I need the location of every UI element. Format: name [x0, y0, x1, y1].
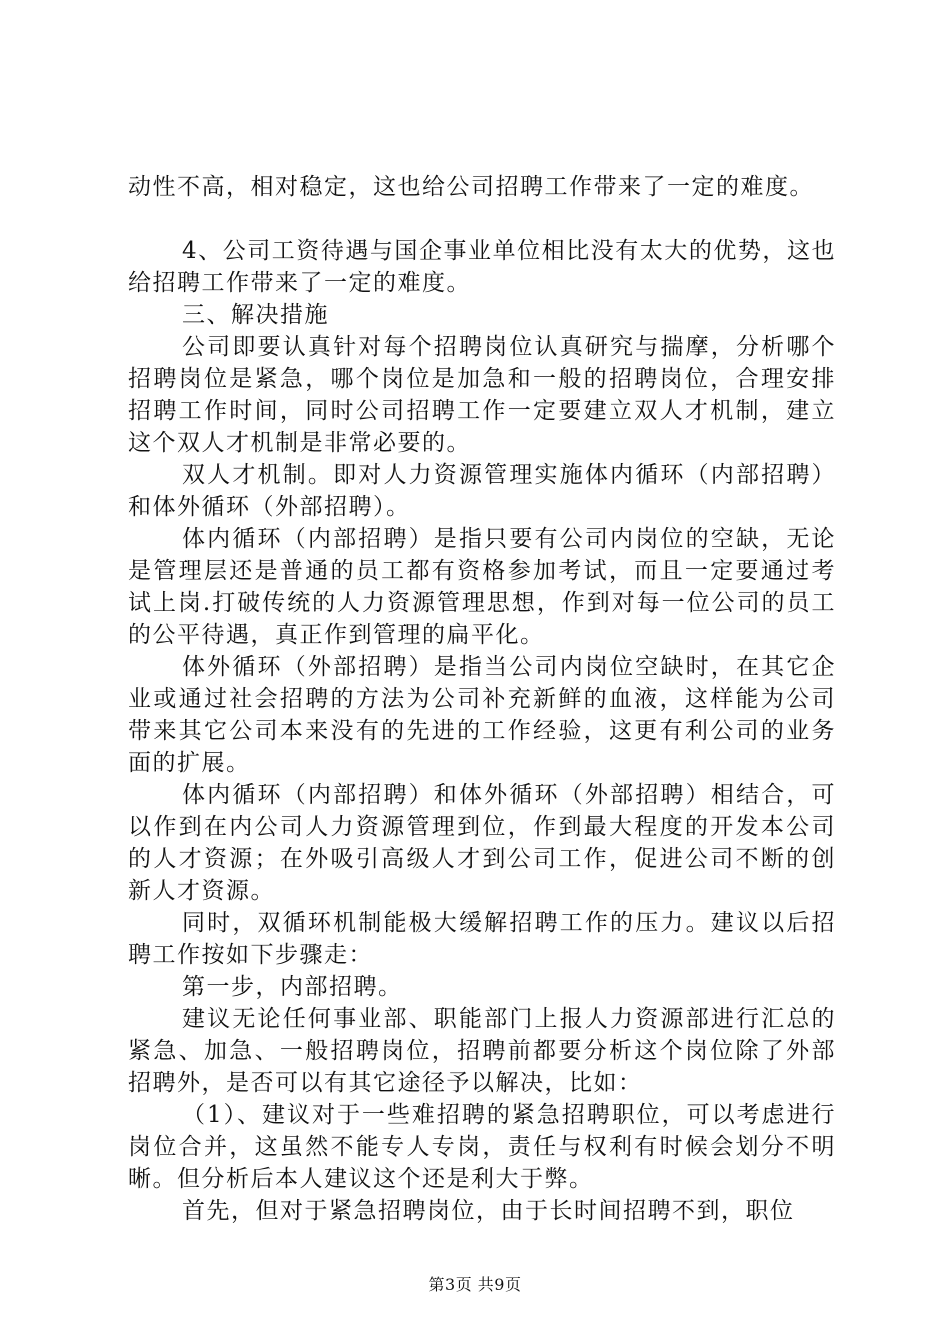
paragraph-10: 第一步，内部招聘。 [182, 974, 403, 1000]
paragraph-5: 双人才机制。即对人力资源管理实施体内循环（内部招聘）和体外循环（外部招聘）。 [128, 462, 836, 520]
paragraph-1: 动性不高，相对稳定，这也给公司招聘工作带来了一定的难度。 [128, 174, 814, 200]
paragraph-12: （1）、建议对于一些难招聘的紧急招聘职位，可以考虑进行岗位合并，这虽然不能专人专岗，责任与权利有时候会划分不明晰。但分析后本人建议这个还是利大于弊。 [128, 1102, 836, 1192]
section-heading: 三、解决措施 [182, 302, 329, 328]
page-footer: 第3页 共9页 [428, 1275, 522, 1294]
paragraph-7: 体外循环（外部招聘）是指当公司内岗位空缺时，在其它企业或通过社会招聘的方法为公司补充新鲜的血液，这样能为公司带来其它公司本来没有的先进的工作经验，这更有利公司的业务面的扩展。 [128, 654, 836, 776]
document-body [128, 171, 836, 1227]
paragraph-9: 同时，双循环机制能极大缓解招聘工作的压力。建议以后招聘工作按如下步骤走： [128, 910, 836, 968]
paragraph-8: 体内循环（内部招聘）和体外循环（外部招聘）相结合，可以作到在内公司人力资源管理到位，作到最大程度的开发本公司的人才资源；在外吸引高级人才到公司工作，促进公司不断的创新人才资源。 [128, 782, 836, 904]
paragraph-4: 公司即要认真针对每个招聘岗位认真研究与揣摩，分析哪个招聘岗位是紧急，哪个岗位是加急和一般的招聘岗位，合理安排招聘工作时间，同时公司招聘工作一定要建立双人才机制，建立这个双人才机制是非常必要的。 [128, 334, 836, 456]
paragraph-6: 体内循环（内部招聘）是指只要有公司内岗位的空缺，无论是管理层还是普通的员工都有资格参加考试，而且一定要通过考试上岗.打破传统的人力资源管理思想，作到对每一位公司的员工的公平待遇，真正作到管理的扁平化。 [128, 526, 836, 648]
paragraph-11: 建议无论任何事业部、职能部门上报人力资源部进行汇总的紧急、加急、一般招聘岗位，招聘前都要分析这个岗位除了外部招聘外，是否可以有其它途径予以解决，比如： [128, 1006, 836, 1096]
paragraph-2: 4、公司工资待遇与国企事业单位相比没有太大的优势，这也给招聘工作带来了一定的难度。 [128, 238, 836, 296]
paragraph-13: 首先，但对于紧急招聘岗位，由于长时间招聘不到，职位 [182, 1198, 795, 1224]
